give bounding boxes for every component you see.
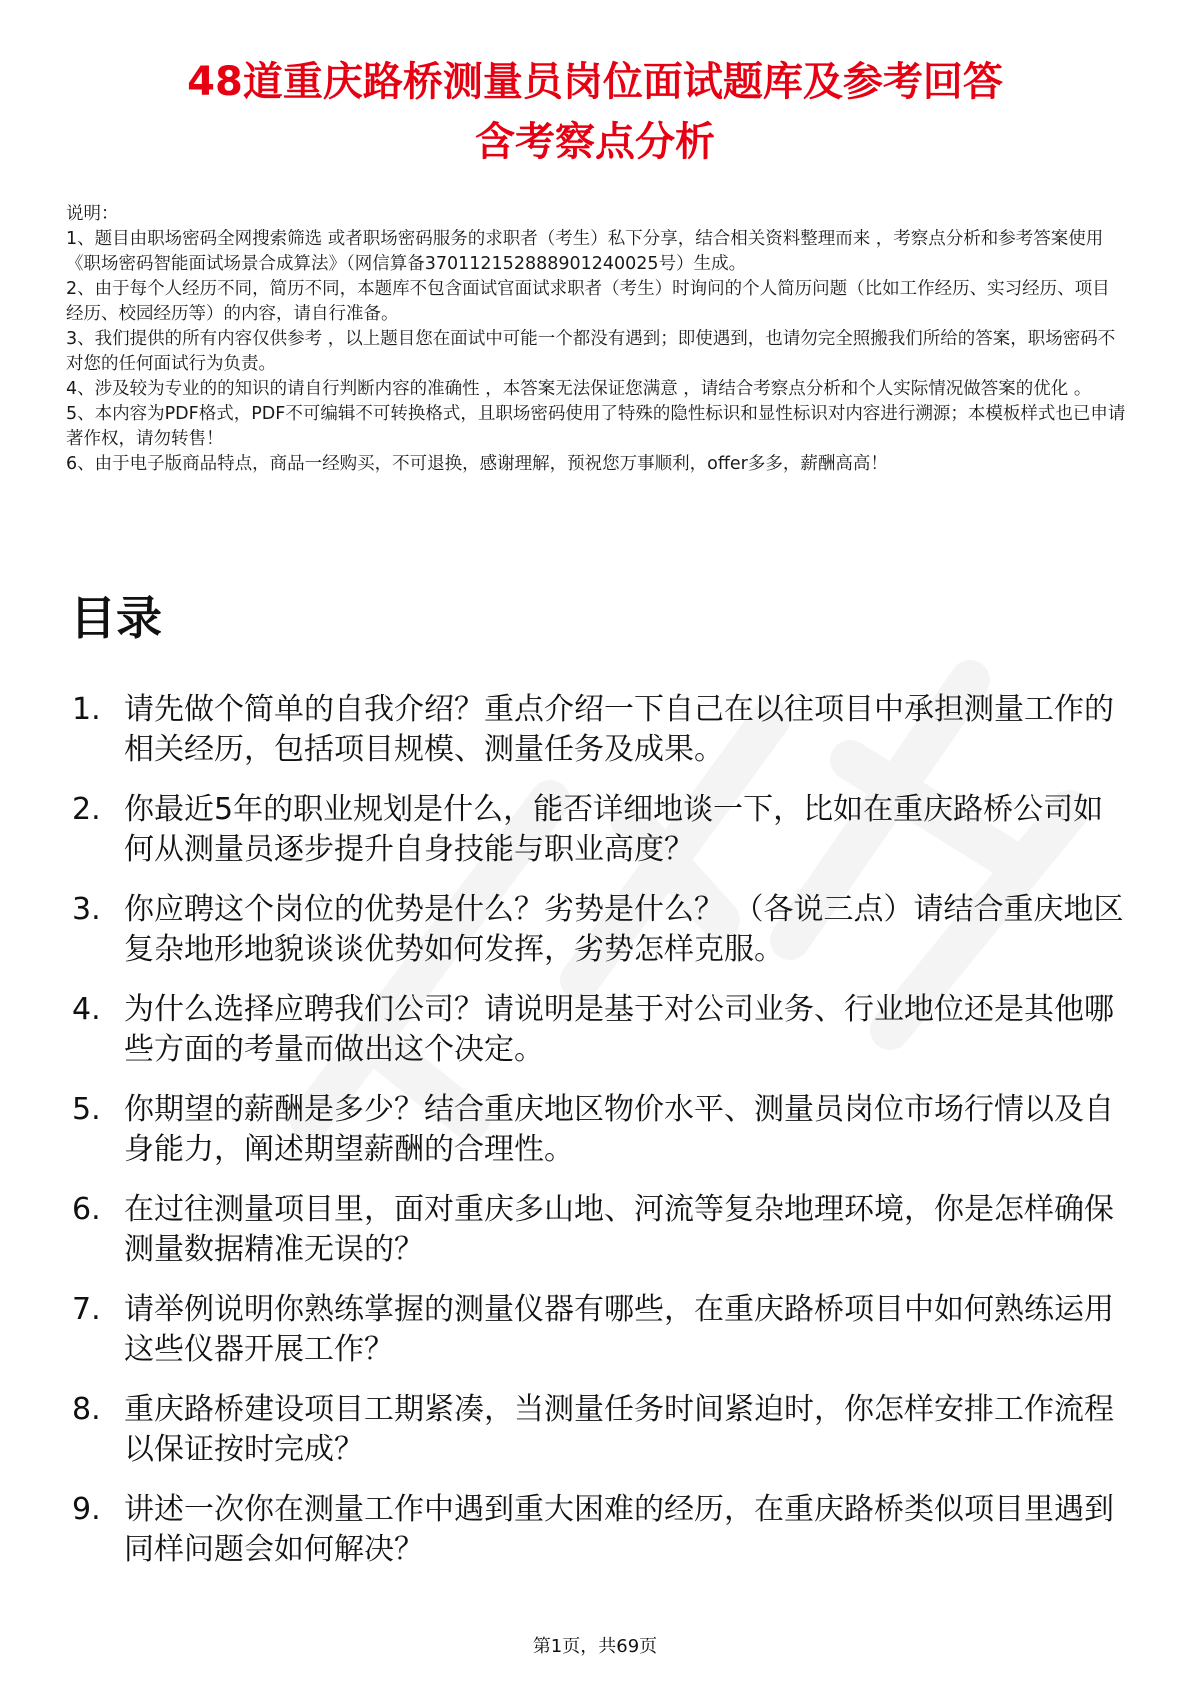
toc-item[interactable] [72, 1290, 1132, 1370]
note-item-2: 2、由于每个人经历不同，简历不同，本题库不包含面试官面试求职者（考生）时询问的个人简历问题（比如工作经历、实习经历、项目经历、校园经历等）的内容，请自行准备。 [66, 279, 1110, 324]
toc-item-number: 7. [72, 1292, 101, 1327]
toc-heading: 目录 [70, 591, 162, 645]
toc-item-number: 9. [72, 1492, 101, 1527]
toc-item[interactable] [72, 1390, 1132, 1470]
toc-item-text: 讲述一次你在测量工作中遇到重大困难的经历，在重庆路桥类似项目里遇到同样问题会如何解决？ [124, 1492, 1114, 1567]
toc-item-number: 1. [72, 692, 101, 727]
note-item-3: 3、我们提供的所有内容仅供参考 ，以上题目您在面试中可能一个都没有遇到；即使遇到，也请勿完全照搬我们所给的答案，职场密码不对您的任何面试行为负责。 [66, 329, 1116, 374]
toc-item-text: 你应聘这个岗位的优势是什么？劣势是什么？ （各说三点）请结合重庆地区复杂地形地貌谈谈优势如何发挥，劣势怎样克服。 [124, 892, 1124, 967]
toc-item-number: 8. [72, 1392, 101, 1427]
toc-item-text: 请举例说明你熟练掌握的测量仪器有哪些，在重庆路桥项目中如何熟练运用这些仪器开展工作？ [124, 1292, 1114, 1367]
toc-list [72, 690, 1132, 1590]
document-title [60, 52, 1130, 172]
toc-item-text: 你最近5年的职业规划是什么，能否详细地谈一下，比如在重庆路桥公司如何从测量员逐步提升自身技能与职业高度？ [124, 792, 1104, 867]
page-footer: 第1页，共69页 [532, 1636, 658, 1657]
toc-item[interactable] [72, 1490, 1132, 1570]
toc-item[interactable] [72, 890, 1132, 970]
toc-item-text: 为什么选择应聘我们公司？请说明是基于对公司业务、行业地位还是其他哪些方面的考量而做出这个决定。 [124, 992, 1114, 1067]
toc-item-text: 你期望的薪酬是多少？结合重庆地区物价水平、测量员岗位市场行情以及自身能力，阐述期望薪酬的合理性。 [124, 1092, 1114, 1167]
note-item-1: 1、题目由职场密码全网搜索筛选 或者职场密码服务的求职者（考生）私下分享，结合相关资料整理而来 ，考察点分析和参考答案使用《职场密码智能面试场景合成算法》（网信算备370112152888901240025号）生成。 [66, 229, 1104, 274]
toc-item-text: 在过往测量项目里，面对重庆多山地、河流等复杂地理环境，你是怎样确保测量数据精准无误的？ [124, 1192, 1114, 1267]
toc-item-number: 3. [72, 892, 101, 927]
toc-item[interactable] [72, 690, 1132, 770]
note-item-5: 5、本内容为PDF格式，PDF不可编辑不可转换格式，且职场密码使用了特殊的隐性标识和显性标识对内容进行溯源；本模板样式也已申请著作权，请勿转售！ [66, 404, 1126, 449]
toc-item[interactable] [72, 990, 1132, 1070]
notes-heading: 说明： [66, 204, 119, 224]
toc-item-number: 5. [72, 1092, 101, 1127]
toc-item[interactable] [72, 1190, 1132, 1270]
notes-section [66, 202, 1126, 477]
note-item-4: 4、涉及较为专业的的知识的请自行判断内容的准确性 ，本答案无法保证您满意 ，请结合考察点分析和个人实际情况做答案的优化 。 [66, 379, 1092, 399]
toc-item-number: 2. [72, 792, 101, 827]
toc-item-text: 重庆路桥建设项目工期紧凑，当测量任务时间紧迫时，你怎样安排工作流程以保证按时完成？ [124, 1392, 1114, 1467]
document-title-line2: 含考察点分析 [475, 119, 715, 165]
toc-item[interactable] [72, 1090, 1132, 1170]
document-title-line1: 48道重庆路桥测量员岗位面试题库及参考回答 [187, 59, 1003, 105]
toc-item-number: 4. [72, 992, 101, 1027]
toc-item[interactable] [72, 790, 1132, 870]
note-item-6: 6、由于电子版商品特点，商品一经购买，不可退换，感谢理解，预祝您万事顺利，offer多多，薪酬高高！ [66, 454, 888, 474]
toc-item-text: 请先做个简单的自我介绍？重点介绍一下自己在以往项目中承担测量工作的相关经历，包括项目规模、测量任务及成果。 [124, 692, 1114, 767]
toc-item-number: 6. [72, 1192, 101, 1227]
